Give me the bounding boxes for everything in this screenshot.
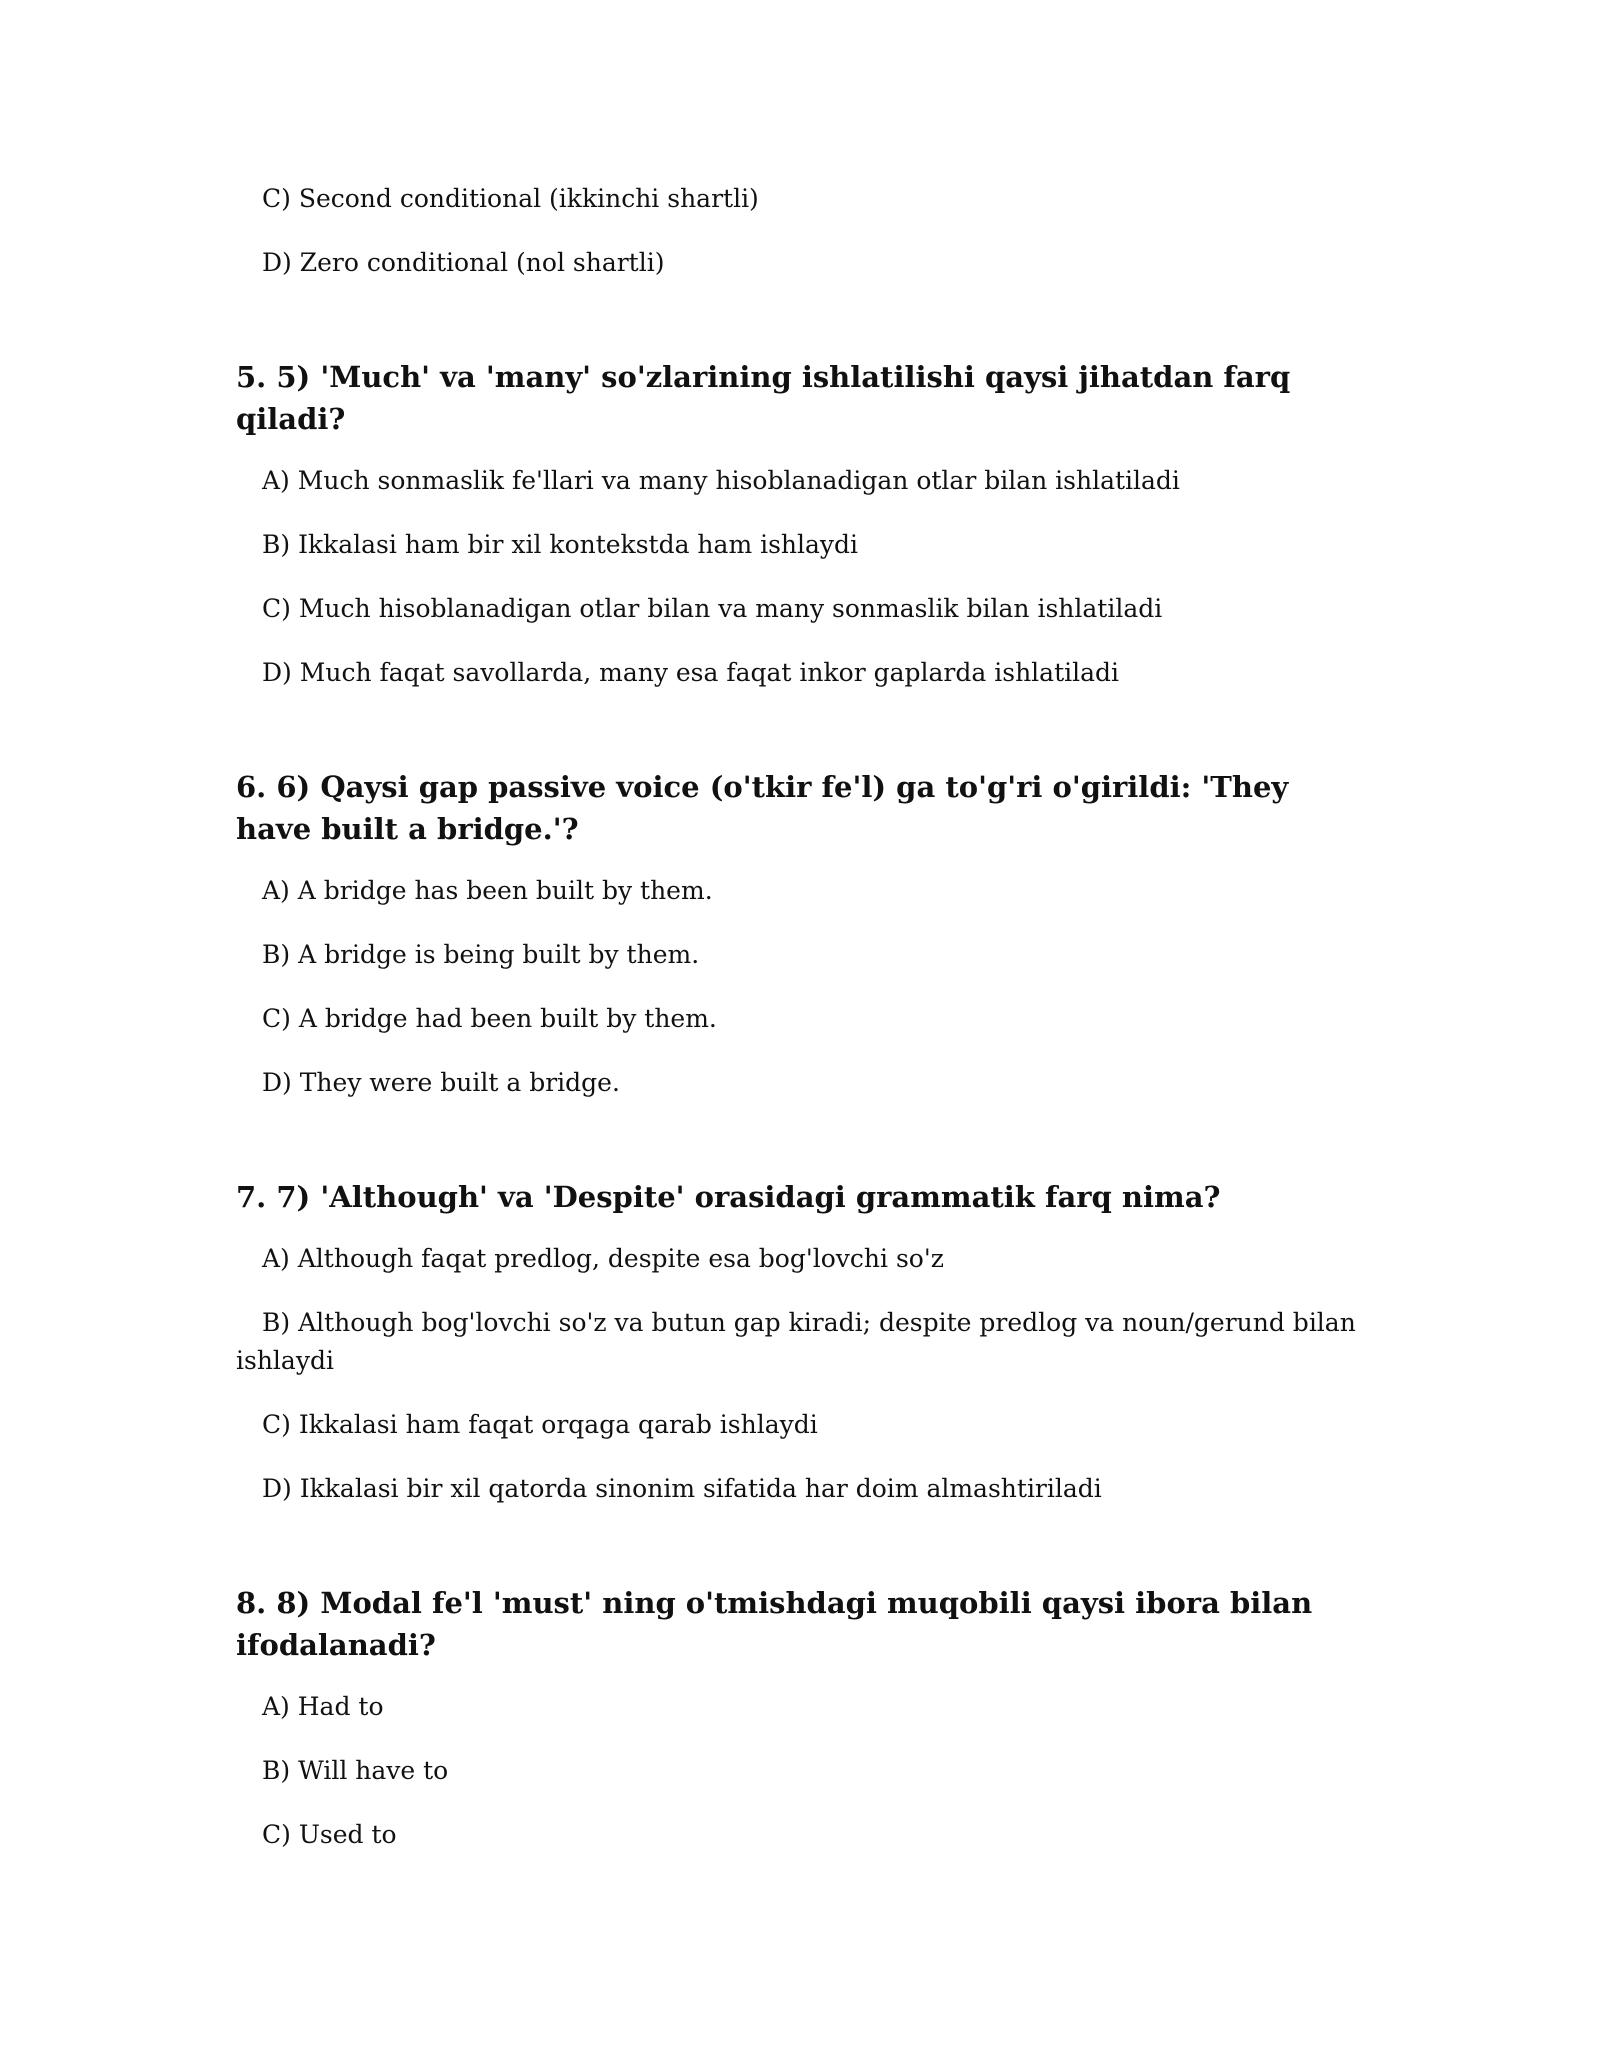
answer-option: B) Will have to [262,1756,449,1785]
answer-option: A) Although faqat predlog, despite esa bog'lovchi so'z [262,1244,944,1273]
question-8 [236,1582,1366,1854]
quiz-content [236,180,1366,1880]
question-title: 6. 6) Qaysi gap passive voice (o'tkir fe'l) ga to'g'ri o'girildi: 'They have built a bridge.'? [236,770,1289,846]
answer-option: C) Ikkalasi ham faqat orqaga qarab ishlaydi [262,1410,818,1439]
answer-option: D) Ikkalasi bir xil qatorda sinonim sifatida har doim almashtiriladi [262,1474,1102,1503]
answer-option: C) A bridge had been built by them. [262,1004,717,1033]
question-title: 7. 7) 'Although' va 'Despite' orasidagi grammatik farq nima? [236,1180,1221,1214]
question-7 [236,1176,1366,1508]
question-5 [236,356,1366,692]
answer-option: A) A bridge has been built by them. [262,876,713,905]
answer-option: B) Although bog'lovchi so'z va butun gap kiradi; despite predlog va noun/gerund bilan ishlaydi [236,1308,1356,1375]
answer-option: D) Much faqat savollarda, many esa faqat inkor gaplarda ishlatiladi [262,658,1120,687]
question-title: 8. 8) Modal fe'l 'must' ning o'tmishdagi muqobili qaysi ibora bilan ifodalanadi? [236,1586,1313,1662]
answer-option: A) Had to [262,1692,384,1721]
question-title: 5. 5) 'Much' va 'many' so'zlarining ishlatilishi qaysi jihatdan farq qiladi? [236,360,1291,436]
answer-option: C) Second conditional (ikkinchi shartli) [262,184,759,213]
answer-option: D) They were built a bridge. [262,1068,620,1097]
answer-option: C) Much hisoblanadigan otlar bilan va many sonmaslik bilan ishlatiladi [262,594,1163,623]
previous-question-options [236,180,1366,282]
question-6 [236,766,1366,1102]
answer-option: B) Ikkalasi ham bir xil kontekstda ham ishlaydi [262,530,859,559]
answer-option: D) Zero conditional (nol shartli) [262,248,665,277]
answer-option: B) A bridge is being built by them. [262,940,700,969]
answer-option: A) Much sonmaslik fe'llari va many hisoblanadigan otlar bilan ishlatiladi [262,466,1180,495]
answer-option: C) Used to [262,1820,397,1849]
